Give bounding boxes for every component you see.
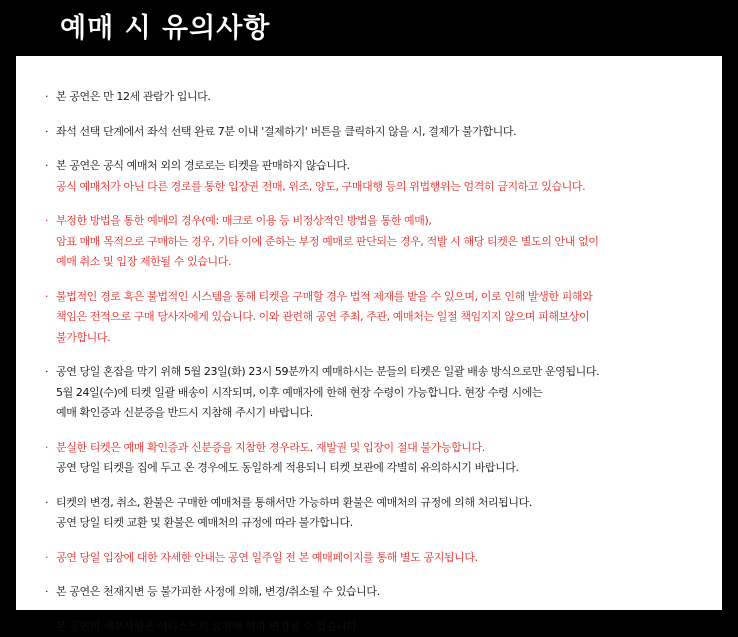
notice-line: 부정한 방법을 통한 예매의 경우(예: 매크로 이용 등 비정상적인 방법을 통한 예매), — [56, 211, 722, 232]
notice-item — [16, 582, 722, 603]
notice-item — [16, 87, 722, 108]
bullet-marker: · — [45, 287, 49, 308]
notice-line: 공연 당일 혼잡을 막기 위해 5월 23일(화) 23시 59분까지 예매하시는 분들의 티켓은 일괄 배송 방식으로만 운영됩니다. — [56, 362, 722, 383]
notice-list — [16, 56, 722, 637]
bullet-marker: · — [45, 617, 49, 637]
notice-line: 공연 당일 티켓을 집에 두고 온 경우에도 동일하게 적용되니 티켓 보관에 각별히 유의하시기 바랍니다. — [56, 458, 722, 479]
notice-line: 예매 취소 및 입장 제한될 수 있습니다. — [56, 252, 722, 273]
notice-line: 불법적인 경로 혹은 불법적인 시스템을 통해 티켓을 구매할 경우 법적 제재를 받을 수 있으며, 이로 인해 발생한 피해와 — [56, 287, 722, 308]
notice-line: 책임은 전적으로 구매 당사자에게 있습니다. 이와 관련해 공연 주최, 주관, 예매처는 일절 책임지지 않으며 피해보상이 — [56, 307, 722, 328]
notice-line: 분실한 티켓은 예매 확인증과 신분증을 지참한 경우라도, 재발권 및 입장이 절대 불가능합니다. — [56, 438, 722, 459]
bullet-marker: · — [45, 87, 49, 108]
notice-line: 5월 24일(수)에 티켓 일괄 배송이 시작되며, 이후 예매자에 한해 현장 수령이 가능합니다. 현장 수령 시에는 — [56, 383, 722, 404]
notice-card — [16, 56, 722, 610]
notice-line: 티켓의 변경, 취소, 환불은 구매한 예매처를 통해서만 가능하며 환불은 예매처의 규정에 의해 처리됩니다. — [56, 493, 722, 514]
notice-item — [16, 362, 722, 424]
notice-line: 본 공연의 세부사항은 아티스트의 요청에 따라 변경될 수 있습니다. — [56, 617, 722, 637]
notice-item — [16, 617, 722, 637]
bullet-marker: · — [45, 211, 49, 232]
notice-item — [16, 548, 722, 569]
notice-line: 좌석 선택 단계에서 좌석 선택 완료 7분 이내 '결제하기' 버튼을 클릭하지 않을 시, 결제가 불가합니다. — [56, 122, 722, 143]
notice-line: 공연 당일 티켓 교환 및 환불은 예매처의 규정에 따라 불가합니다. — [56, 513, 722, 534]
notice-line: 암표 매매 목적으로 구매하는 경우, 기타 이에 준하는 부정 예매로 판단되는 경우, 적발 시 해당 티켓은 별도의 안내 없이 — [56, 232, 722, 253]
notice-line: 불가합니다. — [56, 328, 722, 349]
notice-item — [16, 438, 722, 479]
notice-line: 본 공연은 만 12세 관람가 입니다. — [56, 87, 722, 108]
notice-line: 공연 당일 입장에 대한 자세한 안내는 공연 일주일 전 본 예매페이지를 통해 별도 공지됩니다. — [56, 548, 722, 569]
notice-item — [16, 211, 722, 273]
bullet-marker: · — [45, 122, 49, 143]
header — [0, 0, 738, 54]
notice-line: 공식 예매처가 아닌 다른 경로를 통한 입장권 전매, 위조, 양도, 구매대행 등의 위법행위는 엄격히 금지하고 있습니다. — [56, 177, 722, 198]
notice-line: 본 공연은 천재지변 등 불가피한 사정에 의해, 변경/취소될 수 있습니다. — [56, 582, 722, 603]
bullet-marker: · — [45, 548, 49, 569]
notice-line: 예매 확인증과 신분증을 반드시 지참해 주시기 바랍니다. — [56, 403, 722, 424]
page-title: 예매 시 유의사항 — [60, 6, 270, 45]
bullet-marker: · — [45, 362, 49, 383]
notice-item — [16, 156, 722, 197]
notice-line: 본 공연은 공식 예매처 외의 경로로는 티켓을 판매하지 않습니다. — [56, 156, 722, 177]
notice-item — [16, 287, 722, 349]
notice-item — [16, 493, 722, 534]
bullet-marker: · — [45, 493, 49, 514]
bullet-marker: · — [45, 582, 49, 603]
bullet-marker: · — [45, 438, 49, 459]
notice-item — [16, 122, 722, 143]
bullet-marker: · — [45, 156, 49, 177]
